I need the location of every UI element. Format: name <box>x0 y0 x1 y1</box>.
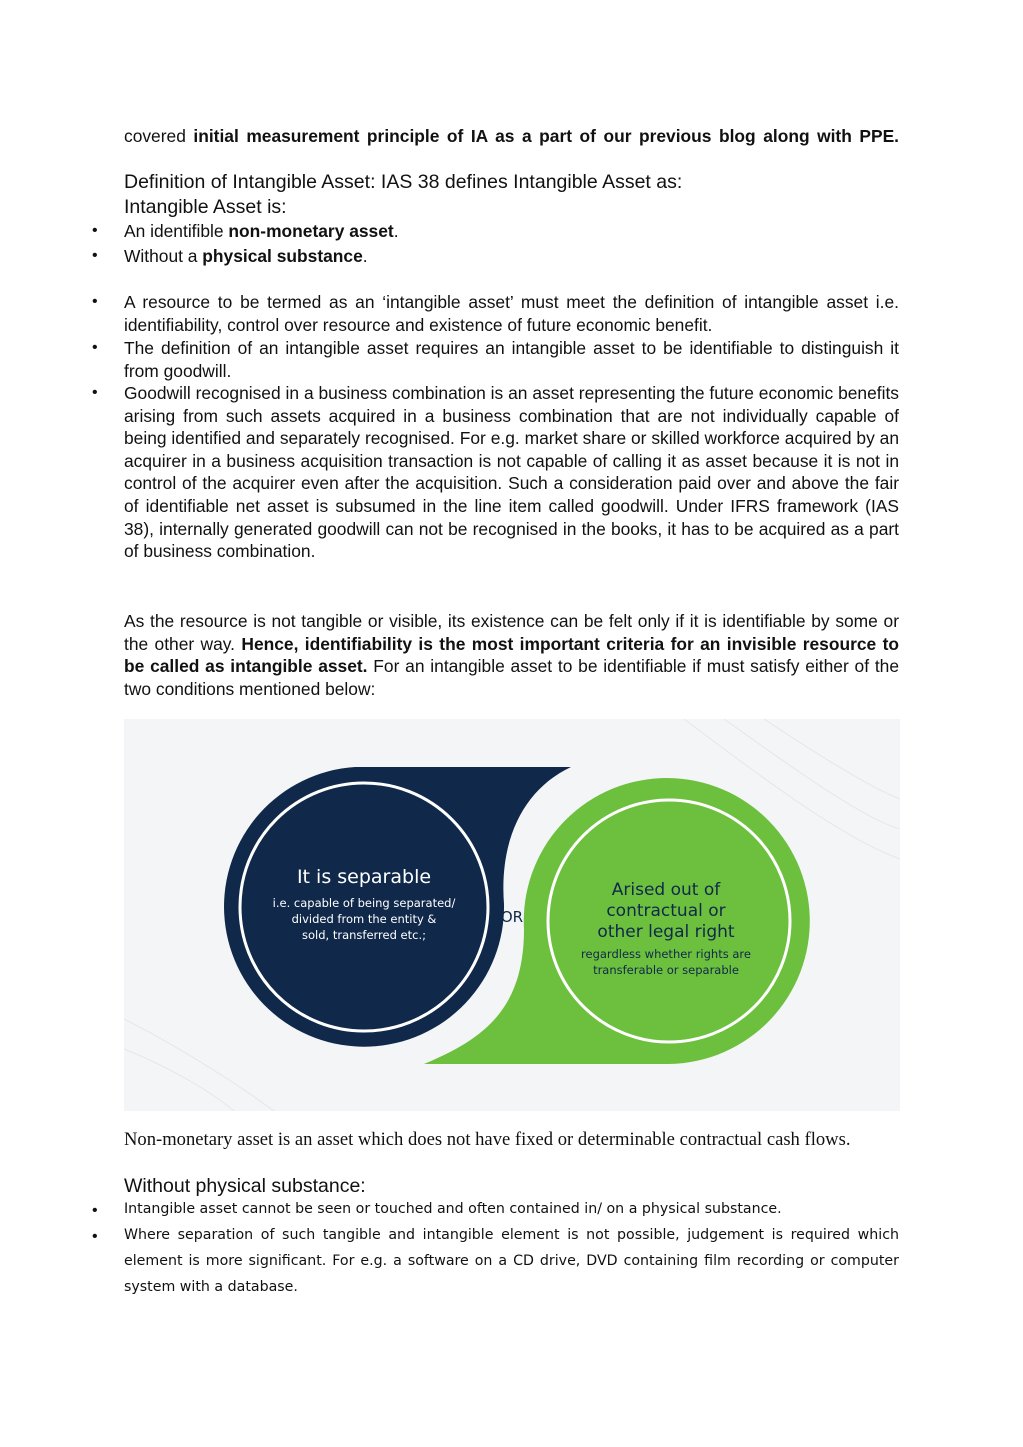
left-sub-line: divided from the entity & <box>291 912 437 926</box>
bullet-icon: • <box>92 1228 98 1245</box>
right-sub-line: transferable or separable <box>593 963 739 977</box>
list-item: Intangible asset cannot be seen or touched and often contained in/ on a physical substance. <box>124 1201 782 1217</box>
intro-lead: covered <box>124 126 194 146</box>
paragraph-text: As the resource is not tangible or visible, its existence can be felt only if it is identifiable by some or the other way. <box>124 611 899 654</box>
right-sub-line: regardless whether rights are <box>581 947 751 961</box>
list-item-text: An identifible <box>124 221 229 241</box>
definition-heading: Definition of Intangible Asset: IAS 38 defines Intangible Asset as: <box>124 171 683 193</box>
or-label: OR <box>500 908 524 926</box>
bullet-icon: • <box>92 384 98 401</box>
bullet-icon: • <box>92 247 98 264</box>
bullet-icon: • <box>92 1202 98 1219</box>
list-item <box>124 220 899 243</box>
left-title: It is separable <box>296 866 432 888</box>
bullet-icon: • <box>92 293 98 310</box>
list-item-text: Without a <box>124 246 203 266</box>
bullet-icon: • <box>92 339 98 356</box>
list-item-goodwill: Goodwill recognised in a business combination is an asset representing the future economic benefits arising from such assets acquired in a business combination that are not individually capable of being identified and separately recognised. For e.g. market share or skilled workforce acquired by an acquirer in a business acquisition transaction is not capable of calling it as asset because it is not in control of the acquirer even after the acquisition. Such a consideration paid over and above the fair of identifiable net asset is subsumed in the line item called goodwill. Under IFRS framework (IAS 38), internally generated goodwill can not be recognised in the books, it has to be acquired as a part of business combination. <box>124 383 899 562</box>
identifiability-diagram <box>124 719 900 1111</box>
right-title-line: Arised out of <box>611 880 721 900</box>
left-sub-line: i.e. capable of being separated/ <box>272 896 456 910</box>
list-item-bold: non-monetary asset <box>228 221 394 241</box>
identifiability-paragraph <box>124 610 899 700</box>
list-item: A resource to be termed as an ‘intangible asset’ must meet the definition of intangible asset i.e. identifiability, control over resource and existence of future economic benefit. <box>124 292 899 335</box>
paragraph-text: For an intangible asset to be identifiable if must satisfy either of the two conditions mentioned below: <box>124 656 899 699</box>
without-physical-heading: Without physical substance: <box>124 1175 366 1197</box>
non-monetary-paragraph: Non-monetary asset is an asset which does not have fixed or determinable contractual cash flows. <box>124 1129 851 1150</box>
intro-paragraph <box>124 125 899 170</box>
bullet-icon: • <box>92 222 98 239</box>
intro-bold: initial measurement principle of IA as a part of our previous blog along with PPE. <box>193 126 899 146</box>
intangible-asset-is-heading: Intangible Asset is: <box>124 196 287 218</box>
right-title-line: other legal right <box>597 922 735 942</box>
list-item-text: . <box>393 221 399 241</box>
list-item-bold: physical substance <box>202 246 363 266</box>
list-item <box>124 245 899 268</box>
list-item-text: . <box>362 246 368 266</box>
right-title-line: contractual or <box>606 901 726 921</box>
list-item: Where separation of such tangible and intangible element is not possible, judgement is required which element is more significant. For e.g. a software on a CD drive, DVD containing film recording or computer system with a database. <box>124 1227 899 1295</box>
left-sub-line: sold, transferred etc.; <box>302 928 426 942</box>
list-item: The definition of an intangible asset requires an intangible asset to be identifiable to distinguish it from goodwill. <box>124 338 899 381</box>
paragraph-bold: Hence, identifiability is the most important criteria for an invisible resource to be called as intangible asset. <box>124 633 899 677</box>
